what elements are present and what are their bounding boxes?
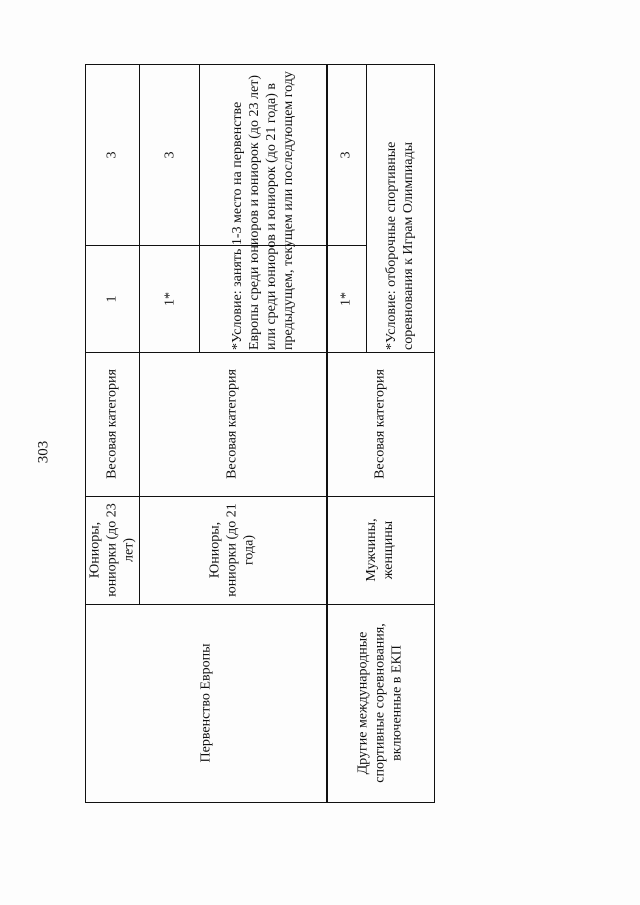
place-u21: 1* [162, 292, 178, 306]
competition-other: Другие международные спортивные соревнования, включенные в ЕКП [355, 623, 405, 783]
discipline-other: Весовая категория [372, 369, 388, 479]
rank-other: 3 [338, 151, 354, 159]
discipline-u21: Весовая категория [224, 369, 240, 479]
note-other: *Условие: отборочные спортивные соревнования к Играм Олимпиады [384, 141, 416, 350]
group-men-women: Мужчины, женщины [364, 518, 396, 582]
note-separator-2 [366, 64, 367, 353]
rank-u21: 3 [162, 151, 178, 159]
discipline-u23: Весовая категория [104, 369, 120, 479]
note-europe: *Условие: занять 1-3 место на первенстве Европы среди юниоров и юниорок (до 23 лет) или среди юниоров и юниорок (до 21 года) в предыдущем, текущем или последующем году [230, 71, 296, 350]
table-border-top [85, 64, 435, 65]
col-sep-group-discipline [85, 496, 435, 497]
group-u21: Юниоры, юниорки (до 21 года) [207, 503, 257, 597]
rank-u23: 3 [104, 151, 120, 159]
place-u23: 1 [104, 295, 120, 303]
group-u23: Юниоры, юниорки (до 23 лет) [87, 503, 137, 597]
page-number: 303 [35, 440, 52, 464]
competition-europe: Первенство Европы [198, 643, 214, 763]
table-border-right [434, 64, 435, 803]
place-other: 1* [338, 292, 354, 306]
subrow-separator [139, 64, 140, 604]
table-border-left [85, 64, 86, 803]
table-border-bottom [85, 802, 435, 803]
col-sep-place-rank-2 [326, 245, 366, 246]
row-separator [326, 64, 328, 803]
col-sep-competition-group [85, 604, 435, 605]
col-sep-discipline-place [85, 352, 435, 353]
note-separator-1 [199, 64, 200, 353]
